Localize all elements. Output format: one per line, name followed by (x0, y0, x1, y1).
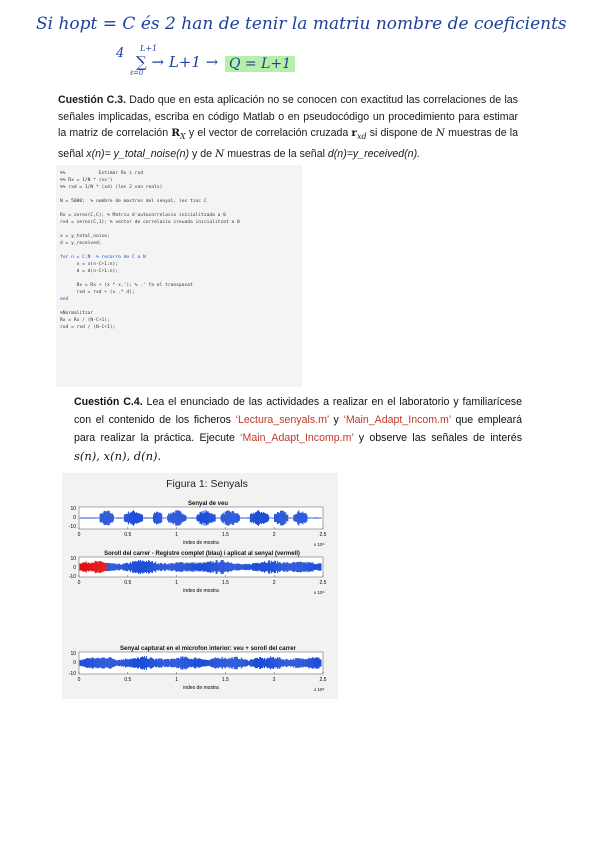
x-tick-label: 2.5 (319, 677, 327, 683)
x-tick-label: 0 (77, 580, 81, 586)
subplot2-xexp: x 10⁴ (314, 590, 325, 595)
x-tick-label: 1 (175, 580, 178, 586)
code-line: rxd = zeros(C,1); % vector de correlacio creuada inicialitzat a 0 (60, 220, 240, 225)
x-tick-label: 0.5 (124, 677, 132, 683)
subplot3-xlabel: index de mostra (183, 685, 219, 691)
subplot1-title: Senyal de veu (187, 501, 229, 507)
code-line: Rx = Rx / (N-C+1); (60, 318, 110, 323)
subplot2-ytick-mid: 0 (73, 565, 76, 571)
x-tick-label: 0.5 (124, 532, 132, 538)
x-tick-label: 1 (175, 677, 178, 683)
code-line: %% Rx = 1/N * (xx') (60, 178, 113, 183)
code-line: for n = C:N % recorro de C a N (60, 255, 146, 260)
subplot2-xlabel: index de mostra (183, 588, 219, 594)
file-link-main-adapt-incom: ‘Main_Adapt_Incom.m’ (343, 414, 451, 426)
rxd-symbol: r (351, 127, 357, 139)
rx-symbol: R (171, 127, 181, 139)
matlab-code-block (56, 165, 302, 387)
question-c3: Cuestión C.3. Dado que en esta aplicación no se conocen con exactitud las correlaciones de las señales implicadas, escriba en código Matlab o en pseudocódigo un procedimiento para estimar la matriz de correlación $R_X$ y el vector de correlación cruzada $r_{xd}$ si dispone de N muestras de la señal x(n)= y_total_noise(n) y de N muestras de la señal d(n)=y_received(n). (58, 94, 518, 160)
code-line (60, 226, 298, 233)
x-tick-label: 2.5 (319, 580, 327, 586)
subplot1-xlabel: index de mostra (183, 540, 219, 546)
handwritten-sum-bottom: ℓ=0 (130, 69, 144, 77)
x-tick-label: 1.5 (221, 532, 229, 538)
code-line (60, 191, 298, 198)
code-line (60, 275, 298, 282)
code-line: d = d(n-C+1:n); (60, 269, 119, 274)
subplot2-ytick-bot: -10 (68, 574, 76, 580)
handwritten-note-line1: Si hopt = C és 2 han de tenir la matriu nombre de coeficients (36, 14, 567, 34)
code-line: Rx = zeros(C,C); % Matriu d'autocorrelacio inicialitzada a 0 (60, 213, 226, 218)
x-tick-label: 0 (77, 677, 81, 683)
subplot1-ytick-bot: -10 (68, 524, 76, 530)
subplot3-xexp: x 10⁴ (314, 687, 325, 692)
subplot1-ytick-top: 10 (70, 506, 76, 512)
figure-signals (62, 473, 338, 699)
subplot3-title: Senyal capturat en el microfon interior: veu + soroll del carrer (120, 646, 296, 652)
code-line: N = 5000; % nombre de mostres del senyal, les tinc C (60, 199, 207, 204)
x-tick-label: 2.5 (319, 532, 327, 538)
signals-of-interest: s(n), x(n), d(n). (74, 449, 162, 463)
subplot3-ytick-top: 10 (70, 651, 76, 657)
x-tick-label: 2 (272, 532, 276, 538)
handwritten-result-highlight: Q = L+1 (225, 56, 295, 72)
x-tick-label: 0 (77, 532, 81, 538)
code-line: %% Estimar Rx i rxd (60, 171, 143, 176)
code-line: rxd = rxd + (x .* d); (60, 290, 135, 295)
code-line: %% rxd = 1/N * (xd) (les 2 son reals) (60, 185, 163, 190)
x-tick-label: 1 (175, 532, 178, 538)
x-tick-label: 0.5 (124, 580, 132, 586)
subplot2-ytick-top: 10 (70, 556, 76, 562)
file-link-lectura: ‘Lectura_senyals.m’ (235, 414, 329, 426)
question-c4: Cuestión C.4. Lea el enunciado de las actividades a realizar en el laboratorio y familiarícese con el contenido de los ficheros ‘Lectura_senyals.m’ y ‘Main_Adapt_Incom.m’ que empleará para realizar la práctica. Ejecute ‘Main_Adapt_Incomp.m’ y observe las señales de interés s(n), x(n), d(n). (70, 390, 526, 467)
x-tick-label: 2 (272, 677, 276, 683)
subplot3-ytick-mid: 0 (73, 660, 76, 666)
subplot3-ytick-bot: -10 (68, 671, 76, 677)
file-link-main-adapt-incomp: ‘Main_Adapt_Incomp.m’ (240, 432, 354, 444)
handwritten-sum-expr: ∑ → L+1 → (136, 53, 219, 71)
x-tick-label: 1.5 (221, 677, 229, 683)
subplot1-xexp: x 10⁴ (314, 542, 325, 547)
question-c3-label: Cuestión C.3. (58, 94, 127, 106)
handwritten-sum-top: L+1 (140, 44, 158, 53)
subplot2-title: Soroll del carrer - Registre complet (blau) i aplicat al senyal (vermell) (104, 551, 300, 557)
code-line (60, 303, 298, 310)
code-line: x = x(n-C+1:n); (60, 262, 119, 267)
question-c4-label: Cuestión C.4. (74, 396, 143, 408)
code-line: %Normalitzar (60, 311, 94, 316)
figure-title: Figura 1: Senyals (166, 478, 248, 490)
code-line: Rx = Rx + (x * x.'); % .' fa el transposat (60, 283, 193, 288)
code-line (60, 247, 298, 254)
x-tick-label: 1.5 (221, 580, 229, 586)
subplot1-ytick-mid: 0 (73, 515, 76, 521)
x-tick-label: 2 (272, 580, 276, 586)
code-line: d = y_received; (60, 241, 102, 246)
code-line: x = y_total_noise; (60, 234, 110, 239)
handwritten-sum-lead: 4 (116, 46, 125, 61)
code-line: rxd = rxd / (N-C+1); (60, 325, 116, 330)
figure-svg (62, 473, 338, 699)
code-line: end (60, 297, 69, 302)
code-line (60, 205, 298, 212)
